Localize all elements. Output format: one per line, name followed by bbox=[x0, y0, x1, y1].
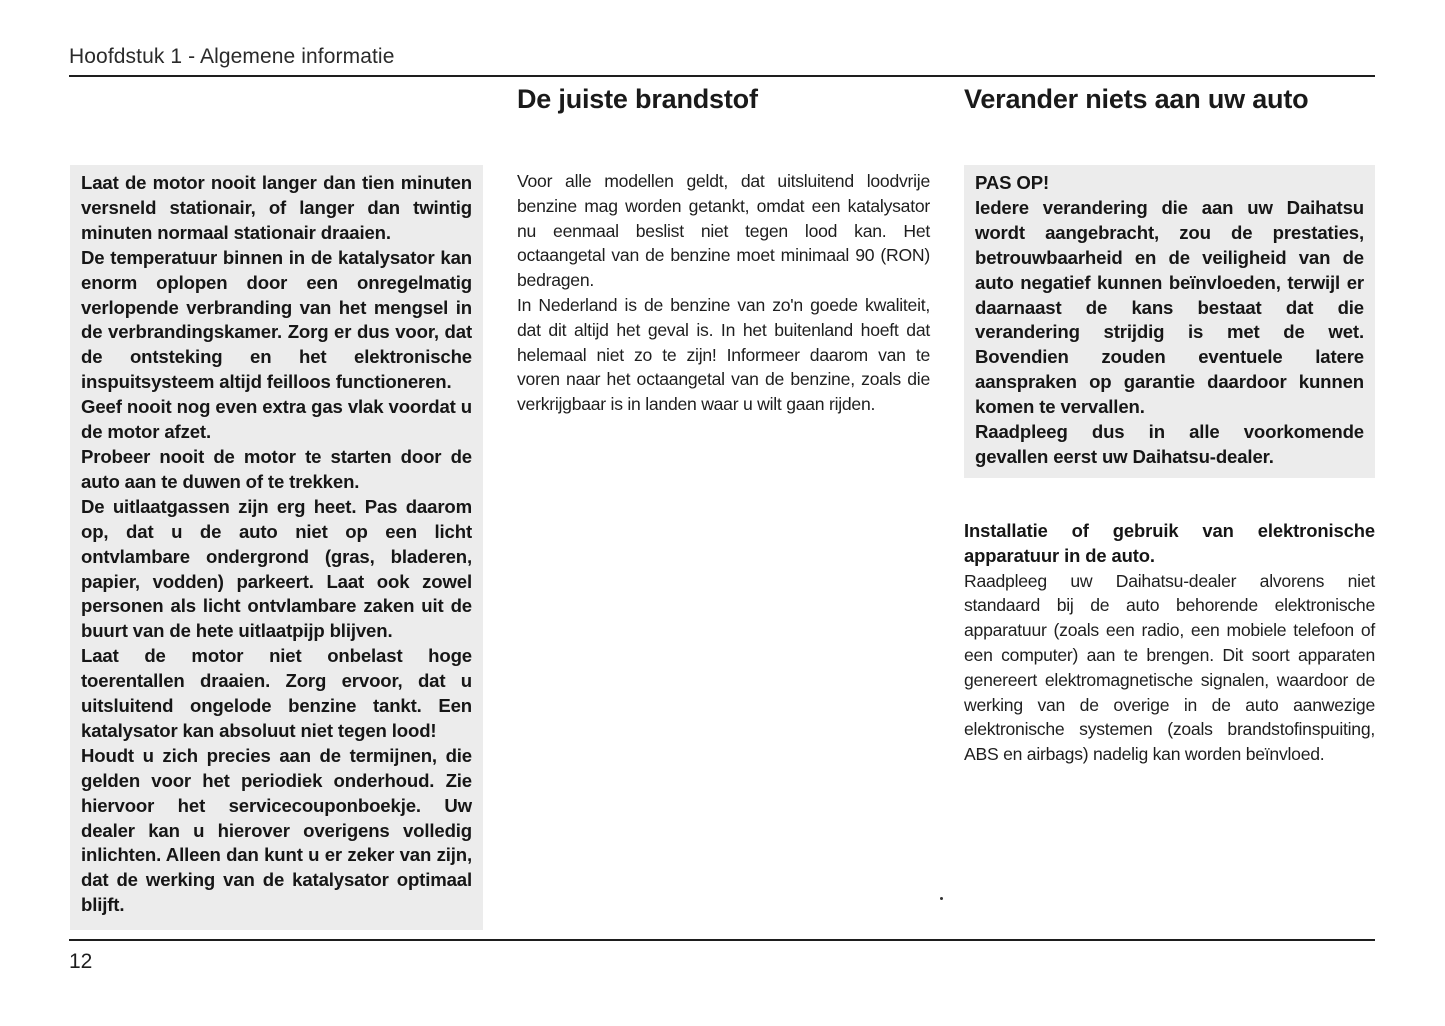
footer-rule bbox=[69, 939, 1375, 941]
body-paragraph: In Nederland is de benzine van zo'n goede kwaliteit, dat dit altijd het geval is. In het buitenland hoeft dat helemaal niet zo te zijn! Informeer daarom van te voren naar het octaangetal van de benzine, zoals die verkrijgbaar is in landen waar u wilt gaan rijden. bbox=[517, 294, 930, 415]
warning-label: PAS OP! bbox=[975, 172, 1050, 193]
warning-paragraph: Laat de motor nooit langer dan tien minuten versneld stationair, of langer dan twintig minuten normaal stationair draaien. bbox=[81, 172, 472, 243]
electronics-heading: Installatie of gebruik van elektronische apparatuur in de auto. bbox=[964, 520, 1375, 566]
catalyst-warning-box bbox=[70, 165, 483, 930]
warning-paragraph: De uitlaatgassen zijn erg heet. Pas daarom op, dat u de auto niet op een licht ontvlambare ondergrond (gras, bladeren, papier, vodden) parkeert. Laat ook zowel personen als licht ontvlambare zaken uit de buurt van de hete uitlaatpijp blijven. bbox=[81, 495, 472, 642]
scan-speck bbox=[940, 897, 943, 900]
header-rule bbox=[69, 75, 1375, 77]
warning-paragraph: De temperatuur binnen in de katalysator kan enorm oplopen door een onregelmatig verlopende verbranding van het mengsel in de verbrandingskamer. Zorg er dus voor, dat de ontsteking en het elektronische inspuitsysteem altijd feilloos functioneren. bbox=[81, 246, 472, 393]
section-title-no-modifications: Verander niets aan uw auto bbox=[964, 84, 1309, 114]
warning-paragraph: Iedere verandering die aan uw Daihatsu wordt aangebracht, zou de prestaties, betrouwbaarheid en de veiligheid van de auto negatief kunnen beïnvloeden, terwijl er daarnaast de kans bestaat dat die verandering strijdig is met de wet. Bovendien zouden eventuele latere aanspraken op garantie daardoor kunnen komen te vervallen. bbox=[975, 196, 1364, 418]
modification-warning-box bbox=[964, 165, 1375, 478]
section-title-fuel: De juiste brandstof bbox=[517, 84, 758, 114]
warning-paragraph: Geef nooit nog even extra gas vlak voordat u de motor afzet. bbox=[81, 396, 472, 443]
electronics-body: Raadpleeg uw Daihatsu-dealer alvorens niet standaard bij de auto behorende elektronische apparatuur (zoals een radio, een mobiele telefoon of een computer) aan te brengen. Dit soort apparaten genereert elektromagnetische signalen, waardoor de werking van de overige in de auto aanwezige elektronische systemen (zoals brandstofinspuiting, ABS en airbags) nadelig kan worden beïnvloed. bbox=[964, 570, 1375, 765]
electronics-section bbox=[964, 519, 1375, 767]
warning-paragraph: Laat de motor niet onbelast hoge toerentallen draaien. Zorg ervoor, dat u uitsluitend ongelode benzine tankt. Een katalysator kan absoluut niet tegen lood! bbox=[81, 645, 472, 741]
page-number: 12 bbox=[69, 950, 93, 973]
fuel-text-column bbox=[517, 169, 930, 417]
running-head: Hoofdstuk 1 - Algemene informatie bbox=[69, 45, 395, 68]
body-paragraph: Voor alle modellen geldt, dat uitsluitend loodvrije benzine mag worden getankt, omdat een katalysator nu eenmaal beslist niet tegen lood kan. Het octaangetal van de benzine moet minimaal 90 (RON) bedragen. bbox=[517, 171, 930, 291]
warning-paragraph: Houdt u zich precies aan de termijnen, die gelden voor het periodiek onderhoud. Zie hiervoor het servicecouponboekje. Uw dealer kan u hierover overigens volledig inlichten. Alleen dan kunt u er zeker van zijn, dat de werking van de katalysator optimaal blijft. bbox=[81, 744, 472, 916]
warning-paragraph: Probeer nooit de motor te starten door de auto aan te duwen of te trekken. bbox=[81, 445, 472, 492]
warning-paragraph: Raadpleeg dus in alle voorkomende gevallen eerst uw Daihatsu-dealer. bbox=[975, 421, 1364, 467]
